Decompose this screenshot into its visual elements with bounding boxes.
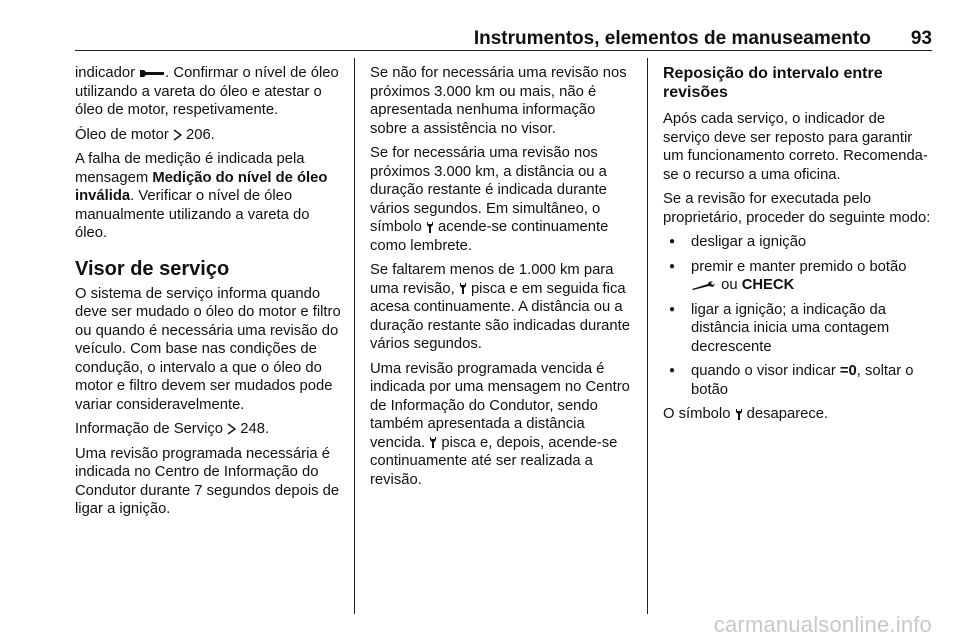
page-number: 93 bbox=[910, 28, 932, 49]
column-divider-2 bbox=[647, 58, 648, 614]
header-title: Instrumentos, elementos de manuseamento bbox=[473, 28, 871, 49]
column-1 bbox=[75, 64, 341, 525]
header-rule bbox=[75, 50, 932, 51]
paragraph: Uma revisão programada vencida é indicada por uma mensagem no Centro de Informação do Condutor, sendo também apresentada a distância vencida. pisca e, depois, acende-se continuamente até ser realizada a revisão. bbox=[370, 360, 630, 488]
wrench-icon bbox=[459, 282, 467, 295]
paragraph: Após cada serviço, o indicador de serviço deve ser reposto para garantir um funcionamento correto. Recomenda-se o recurso a uma oficina. bbox=[663, 111, 928, 183]
column-divider-1 bbox=[354, 58, 355, 614]
section-heading: Reposição do intervalo entre revisões bbox=[663, 65, 883, 101]
list-item: ● desligar a ignição bbox=[663, 233, 931, 252]
paragraph: Se a revisão for executada pelo proprietário, proceder do seguinte modo: bbox=[663, 191, 931, 226]
list-item: ● ligar a ignição; a indicação da distância inicia uma contagem decrescente bbox=[663, 301, 931, 357]
paragraph: Óleo de motor 206. bbox=[75, 126, 215, 143]
paragraph: Uma revisão programada necessária é indicada no Centro de Informação do Condutor durante 7 segundos depois de ligar a ignição. bbox=[75, 445, 340, 517]
page-reference-icon bbox=[173, 129, 182, 141]
paragraph: A falha de medição é indicada pela mensagem Medição do nível de óleo inválida. Verificar o nível de óleo manualmente utilizando a vareta do óleo. bbox=[75, 151, 328, 241]
watermark: carmanualsonline.info bbox=[713, 612, 932, 637]
page-reference-icon bbox=[227, 423, 236, 435]
column-2 bbox=[370, 64, 636, 495]
section-heading: Visor de serviço bbox=[75, 257, 230, 280]
oil-level-icon bbox=[139, 68, 165, 78]
wrench-icon bbox=[735, 408, 743, 421]
page-header bbox=[0, 28, 932, 50]
paragraph: indicador . Confirmar o nível de óleo utilizando a vareta do óleo e atestar o óleo de motor, respetivamente. bbox=[75, 65, 339, 118]
paragraph: Se não for necessária uma revisão nos próximos 3.000 km ou mais, não é apresentada nenhuma informação sobre a assistência no visor. bbox=[370, 65, 627, 137]
list-item: ● premir e manter premido o botão ou CHECK bbox=[663, 258, 931, 295]
paragraph: Se faltarem menos de 1.000 km para uma revisão, pisca e em seguida fica acesa continuamente. A distância ou a duração restante são indicadas durante vários segundos. bbox=[370, 262, 630, 352]
paragraph: Informação de Serviço 248. bbox=[75, 421, 270, 437]
paragraph: O sistema de serviço informa quando deve ser mudado o óleo do motor e filtro ou quando é necessária uma revisão do veículo. Com base nas condições de condução, o intervalo a que o óleo do motor e filtro devem ser mudados pode variar consideravelmente. bbox=[75, 285, 341, 413]
wrench-icon bbox=[691, 280, 717, 290]
paragraph: Se for necessária uma revisão nos próximos 3.000 km, a distância ou a duração restante é indicada durante vários segundos. Em simultâneo, o símbolo acende-se continuamente como lembrete. bbox=[370, 145, 609, 254]
wrench-icon bbox=[426, 221, 434, 234]
list-item: ● quando o visor indicar =0, soltar o botão bbox=[663, 362, 931, 399]
steps-list bbox=[663, 233, 931, 399]
paragraph: O símbolo desaparece. bbox=[663, 406, 829, 422]
column-3 bbox=[663, 64, 931, 430]
